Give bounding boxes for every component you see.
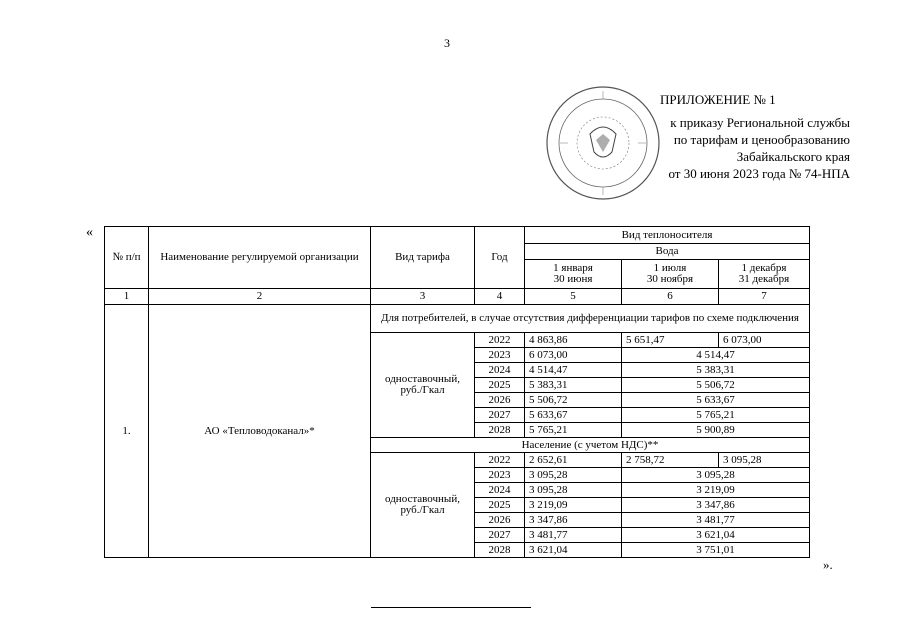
appendix-title: ПРИЛОЖЕНИЕ № 1 [660, 92, 776, 107]
value-cell: 3 347,86 [622, 498, 810, 513]
year-cell: 2025 [475, 378, 525, 393]
value-cell: 3 621,04 [622, 528, 810, 543]
year-cell: 2022 [475, 453, 525, 468]
appendix-line-1: к приказу Региональной службы [670, 115, 850, 130]
year-cell: 2027 [475, 528, 525, 543]
year-cell: 2028 [475, 423, 525, 438]
col-number: 3 [371, 289, 475, 305]
header-year: Год [475, 227, 525, 289]
year-cell: 2025 [475, 498, 525, 513]
value-cell: 3 095,28 [525, 483, 622, 498]
organization-name: АО «Тепловодоканал»* [149, 305, 371, 558]
year-cell: 2028 [475, 543, 525, 558]
header-water: Вода [525, 244, 810, 260]
year-cell: 2023 [475, 348, 525, 363]
value-cell: 3 481,77 [525, 528, 622, 543]
value-cell: 6 073,00 [719, 333, 810, 348]
year-cell: 2024 [475, 483, 525, 498]
value-cell: 5 506,72 [525, 393, 622, 408]
value-cell: 5 900,89 [622, 423, 810, 438]
value-cell: 3 095,28 [525, 468, 622, 483]
value-cell: 6 073,00 [525, 348, 622, 363]
col-number: 4 [475, 289, 525, 305]
value-cell: 3 347,86 [525, 513, 622, 528]
tariff-type: одноставочный, руб./Гкал [371, 333, 475, 438]
year-cell: 2024 [475, 363, 525, 378]
header-period-3: 1 декабря 31 декабря [719, 260, 810, 289]
value-cell: 3 095,28 [622, 468, 810, 483]
year-cell: 2026 [475, 393, 525, 408]
header-carrier: Вид теплоносителя [525, 227, 810, 244]
value-cell: 5 765,21 [525, 423, 622, 438]
value-cell: 2 758,72 [622, 453, 719, 468]
value-cell: 3 219,09 [525, 498, 622, 513]
col-number: 1 [105, 289, 149, 305]
tariff-table [104, 226, 810, 558]
section-1-title: Для потребителей, в случае отсутствия дифференциации тарифов по схеме подключения [371, 305, 810, 333]
section-2-title: Население (с учетом НДС)** [371, 438, 810, 453]
appendix-line-4: от 30 июня 2023 года № 74-НПА [668, 166, 850, 181]
value-cell: 5 765,21 [622, 408, 810, 423]
value-cell: 4 863,86 [525, 333, 622, 348]
value-cell: 5 506,72 [622, 378, 810, 393]
value-cell: 3 481,77 [622, 513, 810, 528]
header-tariff-type: Вид тарифа [371, 227, 475, 289]
year-cell: 2026 [475, 513, 525, 528]
value-cell: 5 383,31 [525, 378, 622, 393]
value-cell: 5 633,67 [622, 393, 810, 408]
appendix-line-3: Забайкальского края [736, 149, 850, 164]
value-cell: 3 621,04 [525, 543, 622, 558]
appendix-line-2: по тарифам и ценообразованию [673, 132, 850, 147]
header-period-2: 1 июля 30 ноября [622, 260, 719, 289]
year-cell: 2023 [475, 468, 525, 483]
value-cell: 2 652,61 [525, 453, 622, 468]
value-cell: 4 514,47 [525, 363, 622, 378]
closing-quote: ». [823, 557, 833, 572]
col-number: 7 [719, 289, 810, 305]
header-num: № п/п [105, 227, 149, 289]
value-cell: 5 633,67 [525, 408, 622, 423]
value-cell: 3 219,09 [622, 483, 810, 498]
tariff-type: одноставочный, руб./Гкал [371, 453, 475, 558]
year-cell: 2022 [475, 333, 525, 348]
value-cell: 5 651,47 [622, 333, 719, 348]
col-number: 2 [149, 289, 371, 305]
year-cell: 2027 [475, 408, 525, 423]
opening-quote: « [86, 225, 93, 240]
col-number: 5 [525, 289, 622, 305]
header-organization: Наименование регулируемой организации [149, 227, 371, 289]
footnote-divider [371, 607, 531, 608]
value-cell: 5 383,31 [622, 363, 810, 378]
value-cell: 3 751,01 [622, 543, 810, 558]
col-number: 6 [622, 289, 719, 305]
value-cell: 3 095,28 [719, 453, 810, 468]
header-period-1: 1 января 30 июня [525, 260, 622, 289]
value-cell: 4 514,47 [622, 348, 810, 363]
appendix-header [600, 91, 850, 182]
page-number: 3 [444, 36, 450, 50]
row-number: 1. [105, 305, 149, 558]
